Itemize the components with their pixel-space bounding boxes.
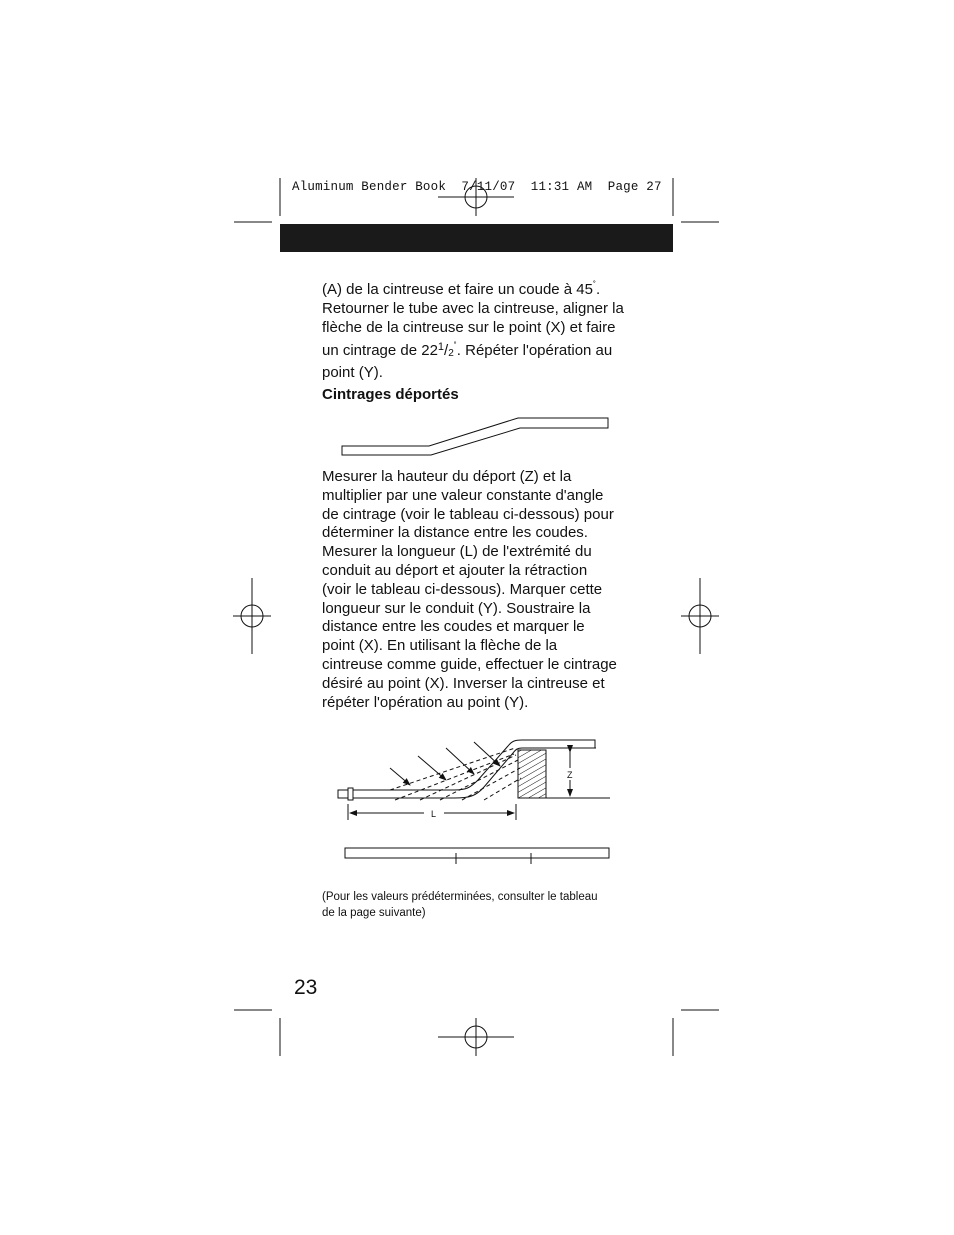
z-dimension: [552, 748, 596, 796]
fraction-denominator: 2: [448, 348, 454, 360]
fraction-slash: /: [444, 342, 449, 360]
degree-mark: ˚: [453, 341, 457, 352]
straight-conduit: [345, 848, 609, 858]
degree-mark: ˚: [593, 280, 596, 290]
footnote: (Pour les valeurs prédéterminées, consulter le tableau de la page suivante): [322, 891, 598, 919]
conduit-end-cap: [348, 788, 353, 800]
z-label: Z: [567, 770, 573, 780]
text-line: .: [596, 281, 601, 298]
text-line: Retourner le tube avec la cintreuse, aligner la: [322, 299, 624, 317]
section-heading: Cintrages déportés: [322, 386, 459, 403]
paragraph-instructions: Mesurer la hauteur du déport (Z) et la multiplier par une valeur constante d'angle de cintrage (voir le tableau ci-dessous) pour déterminer la distance entre les coudes. Mesurer la longueur (L) de l'extrémité du conduit au déport et ajouter la rétraction (voir le tableau ci-dessous). Marquer cette longueur sur le conduit (Y). Soustraire la distance entre les coudes et marquer le point (X). En utilisant la flèche de la cintreuse comme guide, effectuer le cintrage désiré au point (X). Inverser la cintreuse et répéter l'opération au point (Y).: [322, 468, 617, 711]
fraction-numerator: 1: [437, 341, 445, 354]
page-number: 23: [294, 976, 318, 999]
text-line: flèche de la cintreuse sur le point (X) et faire: [322, 318, 616, 336]
l-label: L: [431, 809, 437, 819]
obstacle-block: [518, 750, 546, 798]
printer-slug-line: Aluminum Bender Book 7/11/07 11:31 AM Page 27: [292, 180, 662, 194]
text-line: . Répéter l'opération au: [456, 342, 613, 360]
text-line: un cintrage de 22: [322, 342, 438, 360]
text-line: point (Y).: [322, 364, 383, 382]
bent-conduit: [338, 740, 595, 798]
text-line: (A) de la cintreuse et faire un coude à 45: [322, 281, 593, 298]
